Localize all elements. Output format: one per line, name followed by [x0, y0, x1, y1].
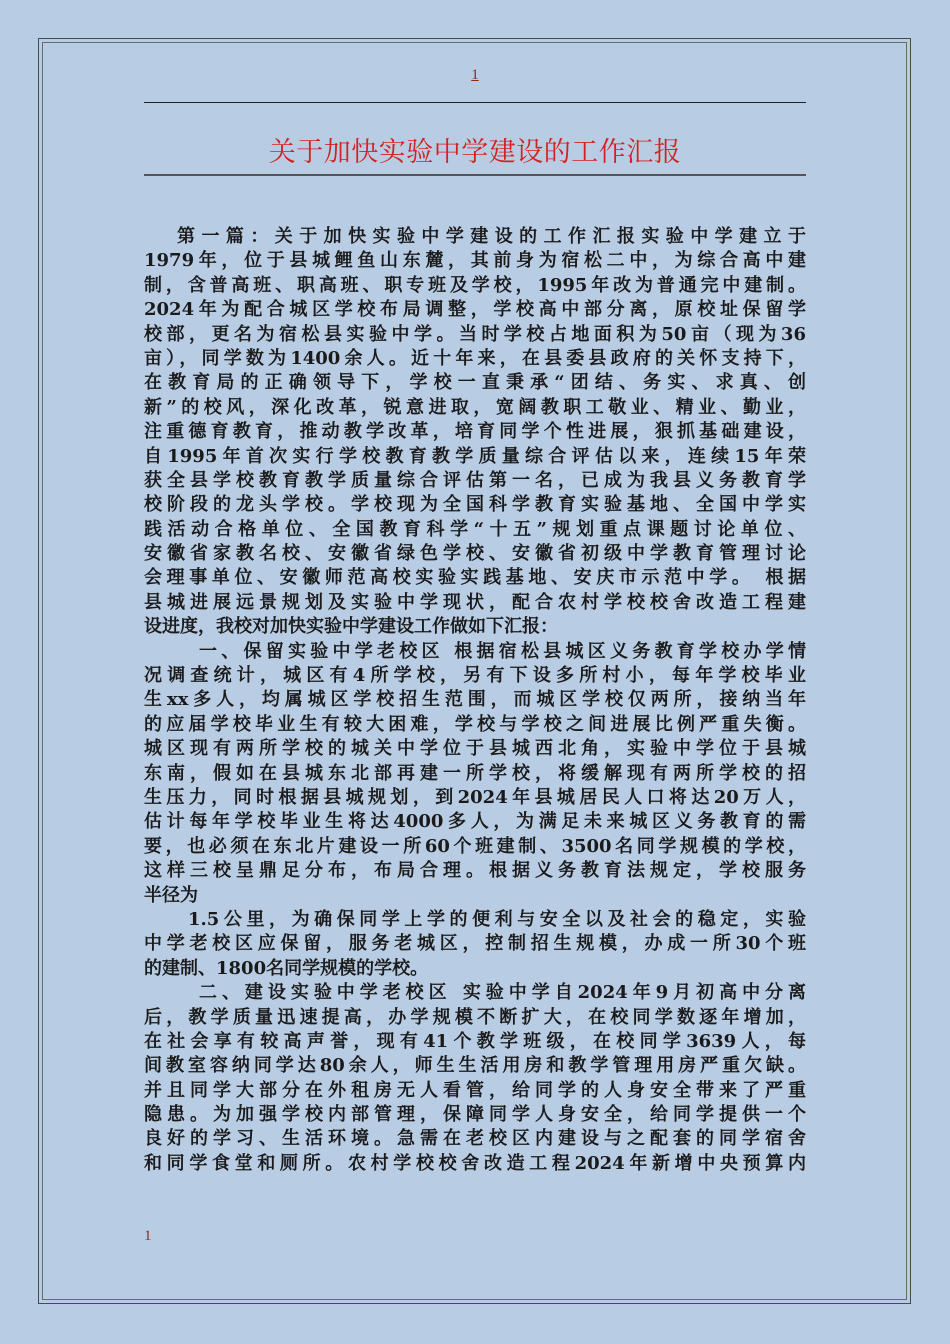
- text-line: 亩），同学数为1400余人。近十年来，在县委县政府的关怀支持下，: [144, 347, 806, 369]
- text-line: 间教室容纳同学达80余人，师生生活用房和教学管理用房严重欠缺。: [144, 1055, 806, 1077]
- text-line: 后，教学质量迅速提高，办学规模不断扩大，在校同学数逐年增加，: [144, 1006, 806, 1028]
- text-line: 自1995年首次实行学校教育教学质量综合评估以来，连续15年荣: [144, 445, 806, 467]
- text-line: 会理事单位、安徽师范高校实验实践基地、安庆市示范中学。 根据: [144, 567, 806, 589]
- document-body: [144, 225, 806, 1176]
- text-line: 况调查统计，城区有4所学校，另有下设多所村小，每年学校毕业: [144, 665, 806, 687]
- text-line: 校部，更名为宿松县实验中学。当时学校占地面积为50亩（现为36: [144, 323, 806, 345]
- text-line: 中学老校区应保留，服务老城区，控制招生规模，办成一所30个班: [144, 933, 806, 955]
- text-line: 要，也必须在东北片建设一所60个班建制、3500名同学规模的学校，: [144, 835, 806, 857]
- text-line: 的应届学校毕业生有较大困难，学校与学校之间进展比例严重失衡。: [144, 713, 806, 735]
- text-line: 制，含普高班、职高班、职专班及学校，1995年改为普通完中建制。: [144, 274, 806, 296]
- text-line: 一、保留实验中学老校区 根据宿松县城区义务教育学校办学情: [199, 640, 806, 662]
- text-line: 这样三校呈鼎足分布，布局合理。根据义务教育法规定，学校服务: [144, 860, 806, 882]
- footer-page-number: 1: [144, 1228, 152, 1244]
- text-line: 注重德育教育，推动教学改革，培育同学个性进展，狠抓基础建设，: [144, 421, 806, 443]
- text-line: 安徽省家教名校、安徽省绿色学校、安徽省初级中学教育管理讨论: [144, 543, 806, 565]
- text-line: 和同学食堂和厕所。农村学校校舍改造工程2024年新增中央预算内: [144, 1152, 806, 1174]
- title-rule: [144, 174, 806, 176]
- header-rule: [144, 102, 806, 103]
- text-line: 在社会享有较高声誉，现有41个教学班级，在校同学3639人，每: [144, 1030, 806, 1052]
- text-line: 生xx多人，均属城区学校招生范围，而城区学校仅两所，接纳当年: [144, 689, 806, 711]
- text-line: 二、建设实验中学老校区 实验中学自2024年9月初高中分离: [199, 982, 806, 1004]
- text-line: 东南，假如在县城东北部再建一所学校，将缓解现有两所学校的招: [144, 762, 806, 784]
- text-line: 第一篇：关于加快实验中学建设的工作汇报实验中学建立于: [177, 226, 806, 247]
- document-title: 关于加快实验中学建设的工作汇报: [268, 137, 682, 168]
- text-line: 新”的校风，深化改革，锐意进取，宽阔教职工敬业、精业、勤业，: [144, 396, 806, 418]
- text-line: 县城进展远景规划及实验中学现状，配合农村学校校舍改造工程建: [144, 591, 806, 613]
- text-line: 的建制、1800名同学规模的学校。: [144, 957, 429, 979]
- text-line: 1.5公里，为确保同学上学的便利与安全以及社会的稳定，实验: [188, 908, 806, 930]
- text-line: 在教育局的正确领导下，学校一直秉承“团结、务实、求真、创: [144, 372, 806, 394]
- text-line: 估计每年学校毕业生将达4000多人，为满足未来城区义务教育的需: [144, 811, 806, 833]
- text-line: 获全县学校教育教学质量综合评估第一名，已成为我县义务教育学: [144, 469, 806, 491]
- text-line: 隐患。为加强学校内部管理，保障同学人身安全，给同学提供一个: [144, 1104, 806, 1126]
- header-page-number: 1: [471, 67, 479, 83]
- text-line: 并且同学大部分在外租房无人看管，给同学的人身安全带来了严重: [144, 1079, 806, 1101]
- text-line: 半径为: [144, 884, 198, 906]
- text-line: 1979年，位于县城鲤鱼山东麓，其前身为宿松二中，为综合高中建: [144, 250, 806, 272]
- text-line: 2024年为配合城区学校布局调整，学校高中部分离，原校址保留学: [144, 299, 806, 321]
- text-line: 设进度，我校对加快实验中学建设工作做如下汇报：: [144, 616, 558, 638]
- text-line: 生压力，同时根据县城规划，到2024年县城居民人口将达20万人，: [144, 786, 806, 808]
- text-line: 良好的学习、生活环境。急需在老校区内建设与之配套的同学宿舍: [144, 1128, 806, 1150]
- text-line: 城区现有两所学校的城关中学位于县城西北角，实验中学位于县城: [144, 738, 806, 760]
- text-line: 践活动合格单位、全国教育科学“十五”规划重点课题讨论单位、: [144, 518, 806, 540]
- text-line: 校阶段的龙头学校。学校现为全国科学教育实验基地、全国中学实: [144, 494, 806, 516]
